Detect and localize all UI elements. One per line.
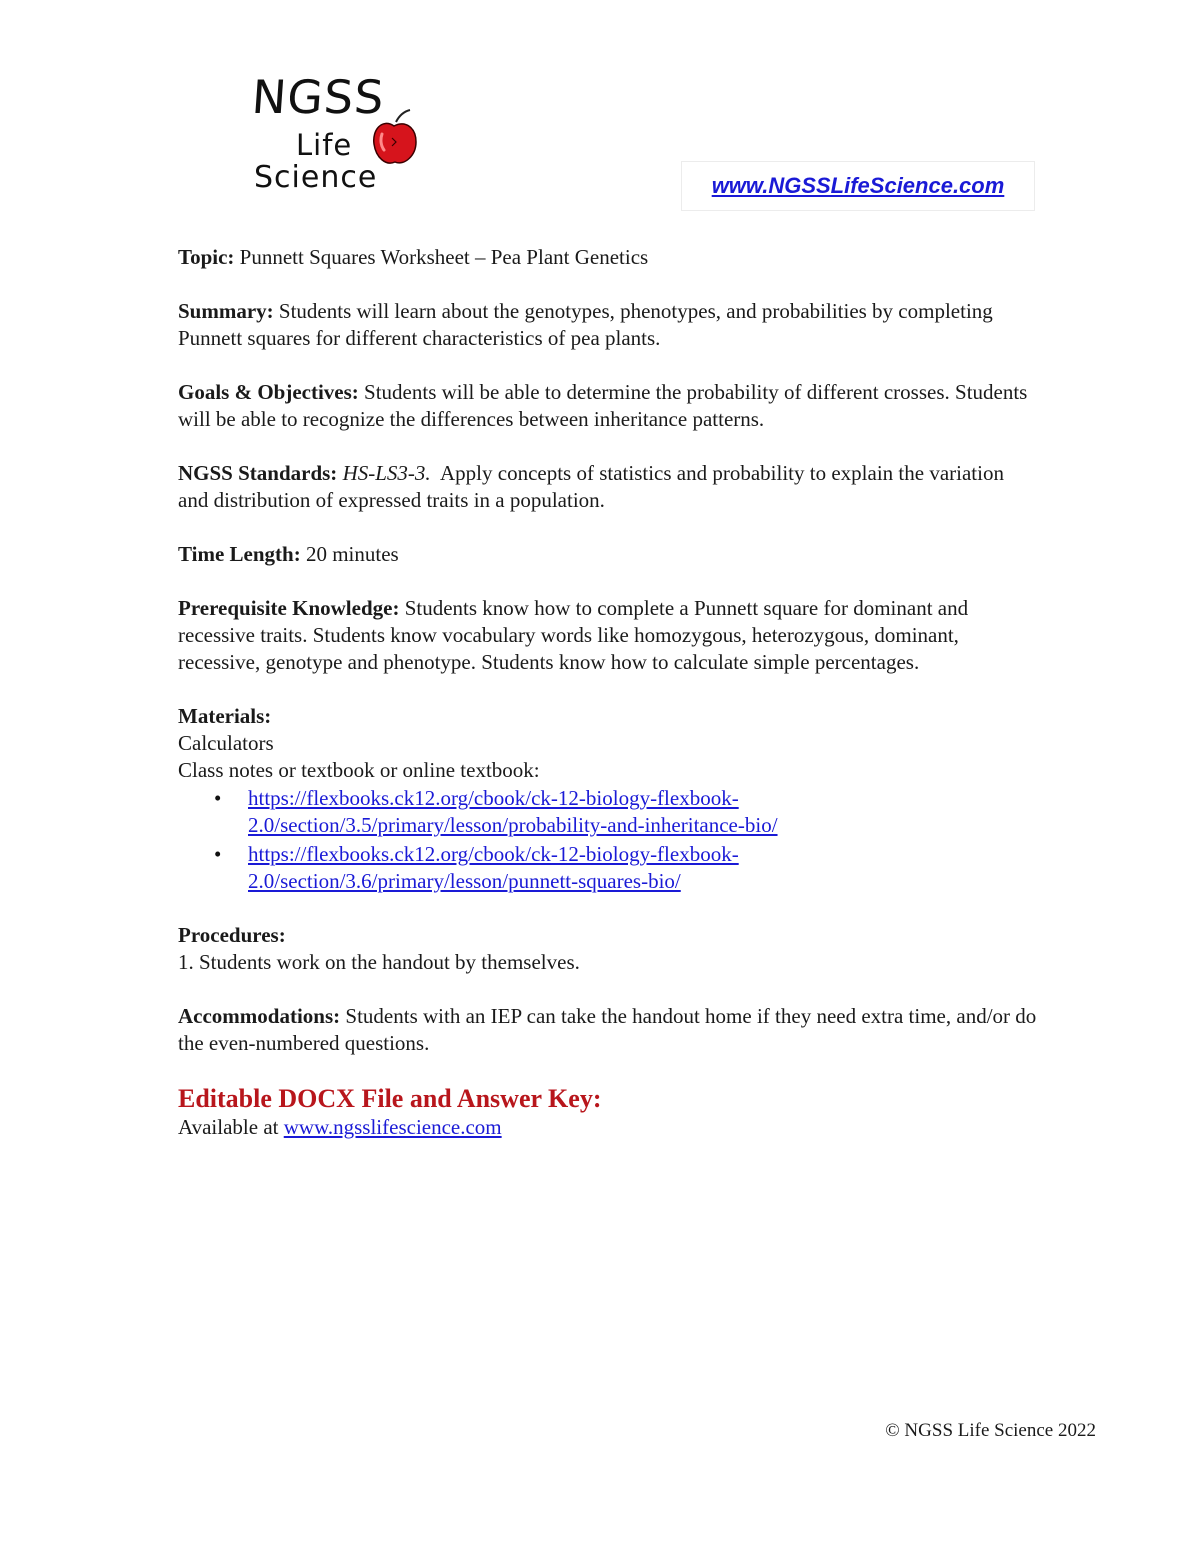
time-label: Time Length: — [178, 542, 301, 566]
summary-label: Summary: — [178, 299, 274, 323]
ck12-punnett-link[interactable]: https://flexbooks.ck12.org/cbook/ck-12-biology-flexbook-2.0/section/3.6/primary/lesson/punnett-squares-bio/ — [248, 842, 739, 893]
materials-label: Materials: — [178, 704, 272, 728]
logo-science-text: Science — [254, 160, 378, 195]
logo-ngss-text: NGSS — [250, 70, 387, 124]
list-item — [214, 785, 1038, 839]
procedures-label: Procedures: — [178, 923, 286, 947]
prerequisite-text: Students know how to complete a Punnett square for dominant and recessive traits. Students know vocabulary words like homozygous, heterozygous, dominant, recessive, genotype and phenotype. Students know how to calculate simple percentages. — [178, 596, 969, 674]
procedures-section — [178, 922, 1038, 976]
list-item — [214, 841, 1038, 895]
materials-link-list — [178, 785, 1038, 895]
materials-item-notes: Class notes or textbook or online textbook: — [178, 758, 540, 782]
editable-prefix: Available at — [178, 1115, 279, 1139]
standards-code: HS-LS3-3. — [342, 461, 431, 485]
procedures-step: 1. Students work on the handout by themselves. — [178, 950, 580, 974]
ck12-probability-link[interactable]: https://flexbooks.ck12.org/cbook/ck-12-biology-flexbook-2.0/section/3.5/primary/lesson/probability-and-inheritance-bio/ — [248, 786, 778, 837]
time-section — [178, 541, 1038, 568]
goals-section — [178, 379, 1038, 433]
topic-section — [178, 244, 1038, 271]
editable-availability — [178, 1114, 1038, 1141]
prerequisite-label: Prerequisite Knowledge: — [178, 596, 400, 620]
accommodations-section — [178, 1003, 1038, 1057]
ngss-website-link[interactable]: www.ngsslifescience.com — [283, 1115, 502, 1139]
ngss-logo — [252, 70, 432, 200]
prerequisite-section — [178, 595, 1038, 676]
standards-section — [178, 460, 1038, 514]
topic-label: Topic: — [178, 245, 235, 269]
bullet-icon: • — [214, 786, 222, 810]
bullet-icon: • — [214, 842, 222, 866]
materials-section — [178, 703, 1038, 895]
apple-icon — [370, 108, 420, 168]
site-link[interactable]: www.NGSSLifeScience.com — [711, 173, 1005, 198]
editable-section — [178, 1084, 1038, 1141]
logo-life-text: Life — [296, 128, 353, 162]
time-text: 20 minutes — [305, 542, 399, 566]
topic-text: Punnett Squares Worksheet – Pea Plant Genetics — [239, 245, 649, 269]
standards-text: Apply concepts of statistics and probability to explain the variation and distribution of expressed traits in a population. — [178, 461, 1004, 512]
lesson-content — [178, 244, 1038, 1141]
standards-label: NGSS Standards: — [178, 461, 338, 485]
copyright-footer: © NGSS Life Science 2022 — [885, 1420, 1096, 1441]
summary-section — [178, 298, 1038, 352]
site-link-box — [681, 161, 1035, 211]
editable-heading: Editable DOCX File and Answer Key: — [178, 1084, 602, 1113]
summary-text: Students will learn about the genotypes, phenotypes, and probabilities by completing Punnett squares for different characteristics of pea plants. — [178, 299, 993, 350]
goals-text: Students will be able to determine the probability of different crosses. Students will be able to recognize the differences between inheritance patterns. — [178, 380, 1028, 431]
goals-label: Goals & Objectives: — [178, 380, 359, 404]
accommodations-label: Accommodations: — [178, 1004, 341, 1028]
accommodations-text: Students with an IEP can take the handout home if they need extra time, and/or do the even-numbered questions. — [178, 1004, 1037, 1055]
materials-item-calculators: Calculators — [178, 731, 274, 755]
